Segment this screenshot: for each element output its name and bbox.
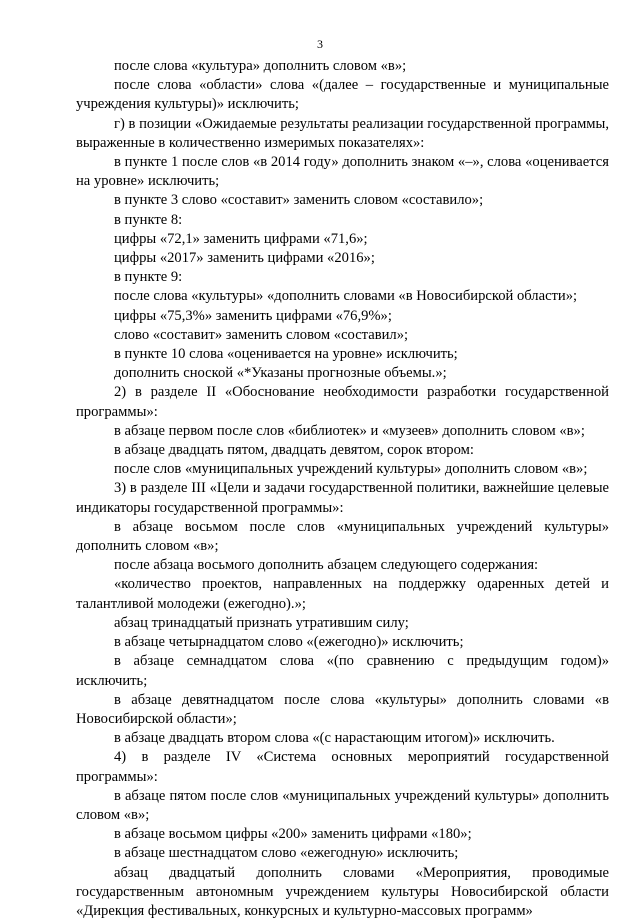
paragraph: в абзаце первом после слов «библиотек» и «музеев» дополнить словом «в»; [114, 422, 585, 439]
paragraph: цифры «75,3%» заменить цифрами «76,9%»; [114, 307, 392, 324]
paragraph: слово «составит» заменить словом «составил»; [114, 326, 409, 343]
page-number: 3 [317, 37, 323, 51]
paragraph: абзац тринадцатый признать утратившим силу; [114, 614, 409, 631]
paragraph: в абзаце пятом после слов «муниципальных учреждений культуры» дополнить словом «в»; [76, 787, 609, 823]
paragraph: после абзаца восьмого дополнить абзацем следующего содержания: [114, 557, 539, 574]
paragraph: в абзаце шестнадцатом слово «ежегодную» исключить; [114, 845, 459, 862]
paragraph: после слова «культура» дополнить словом «в»; [114, 58, 407, 74]
paragraph: г) в позиции «Ожидаемые результаты реализации государственной программы, выраженные в количественно измеримых показателях»: [76, 115, 609, 151]
paragraph: 2) в разделе II «Обоснование необходимости разработки государственной программы»: [76, 384, 609, 420]
paragraph: после слова «области» слова «(далее – государственные и муниципальные учреждения культуры)» исключить; [76, 77, 609, 113]
paragraph: 4) в разделе IV «Система основных мероприятий государственной программы»: [76, 749, 609, 785]
paragraph: в абзаце семнадцатом слова «(по сравнению с предыдущим годом)» исключить; [76, 653, 609, 689]
paragraph: цифры «72,1» заменить цифрами «71,6»; [114, 230, 368, 247]
paragraph: цифры «2017» заменить цифрами «2016»; [114, 250, 375, 267]
paragraph: в пункте 10 слова «оценивается на уровне» исключить; [114, 346, 458, 363]
paragraph: в абзаце двадцать втором слова «(с нарастающим итогом)» исключить. [114, 730, 555, 747]
paragraph: в абзаце четырнадцатом слово «(ежегодно)» исключить; [114, 634, 464, 651]
paragraph: после слов «муниципальных учреждений культуры» дополнить словом «в»; [114, 461, 588, 478]
paragraph: в пункте 8: [114, 211, 183, 228]
document-body [76, 57, 609, 921]
paragraph: в пункте 3 слово «составит» заменить словом «составило»; [114, 192, 484, 209]
paragraph: в абзаце восьмом цифры «200» заменить цифрами «180»; [114, 826, 472, 843]
paragraph: в абзаце восьмом после слов «муниципальных учреждений культуры» дополнить словом «в»; [76, 518, 609, 555]
paragraph: в пункте 1 после слов «в 2014 году» дополнить знаком «–», слова «оценивается на уровне» исключить; [76, 154, 609, 190]
paragraph: в абзаце двадцать пятом, двадцать девятом, сорок втором: [114, 442, 474, 459]
paragraph: в абзаце девятнадцатом после слова «культуры» дополнить словами «в Новосибирской области»; [76, 691, 609, 727]
paragraph: после слова «культуры» «дополнить словами «в Новосибирской области»; [114, 288, 578, 305]
paragraph: в пункте 9: [114, 269, 183, 286]
paragraph: 3) в разделе III «Цели и задачи государственной политики, важнейшие целевые индикаторы государственной программы»: [76, 480, 609, 516]
paragraph: дополнить сноской «*Указаны прогнозные объемы.»; [114, 365, 447, 382]
paragraph: абзац двадцатый дополнить словами «Мероприятия, проводимые государственным автономным учреждением культуры Новосибирской области «Дирекция фестивальных, конкурсных и культурно-массовых программ» [76, 864, 609, 919]
paragraph: «количество проектов, направленных на поддержку одаренных детей и талантливой молодежи (ежегодно).»; [76, 576, 609, 612]
